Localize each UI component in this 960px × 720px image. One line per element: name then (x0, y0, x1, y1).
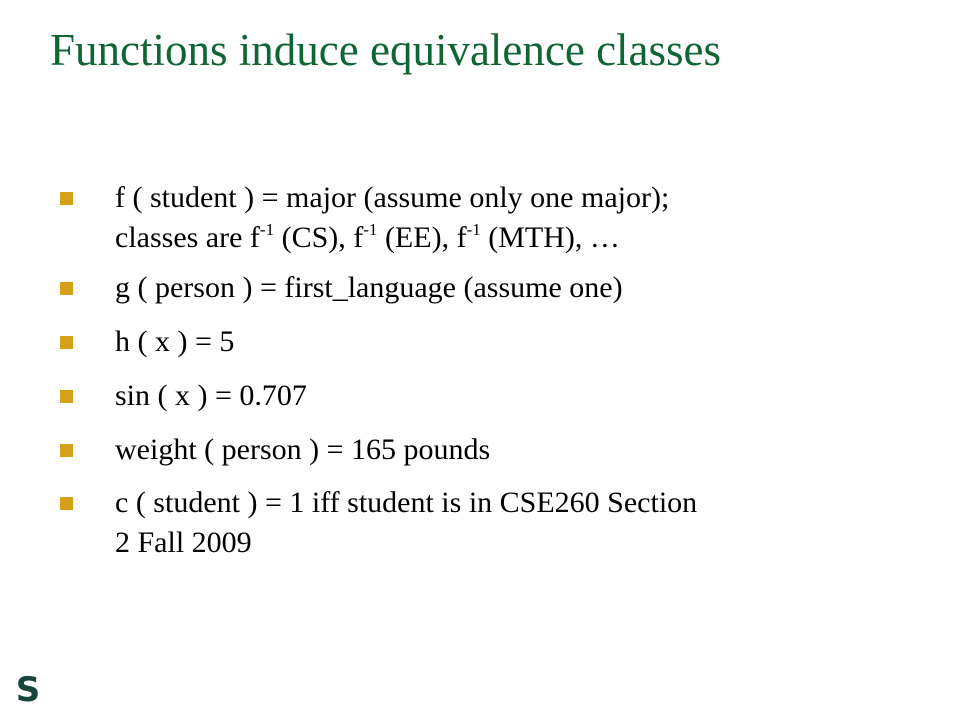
bullet-text: weight ( person ) = 165 pounds (115, 433, 491, 466)
bullet-text (115, 178, 915, 258)
bullet-text-segment: (EE), f (377, 221, 467, 254)
bullet-text: sin ( x ) = 0.707 (115, 379, 307, 412)
superscript: -1 (259, 220, 275, 239)
bullet-line (115, 218, 915, 258)
bullet-text-segment: (CS), f (274, 221, 364, 254)
bullet-text-segment: (MTH), … (480, 221, 620, 254)
bullet-text-segment: classes are f (115, 221, 260, 254)
spartan-s-logo-icon (12, 668, 44, 708)
bullet-text: g ( person ) = first_language (assume one) (115, 271, 623, 304)
slide-title: Functions induce equivalence classes (50, 25, 722, 75)
bullet-square-icon (60, 282, 73, 295)
logo-glyph: S (15, 670, 41, 708)
bullet-line: c ( student ) = 1 iff student is in CSE260 Section (115, 486, 698, 519)
bullet-square-icon (60, 390, 73, 403)
bullet-square-icon (60, 497, 73, 510)
superscript: -1 (363, 220, 378, 239)
bullet-line: f ( student ) = major (assume only one major); (115, 181, 670, 214)
superscript: -1 (466, 220, 481, 239)
bullet-text (115, 483, 915, 563)
bullet-square-icon (60, 336, 73, 349)
bullet-line: 2 Fall 2009 (115, 526, 252, 559)
bullet-square-icon (60, 192, 73, 205)
bullet-square-icon (60, 444, 73, 457)
bullet-text: h ( x ) = 5 (115, 325, 235, 358)
